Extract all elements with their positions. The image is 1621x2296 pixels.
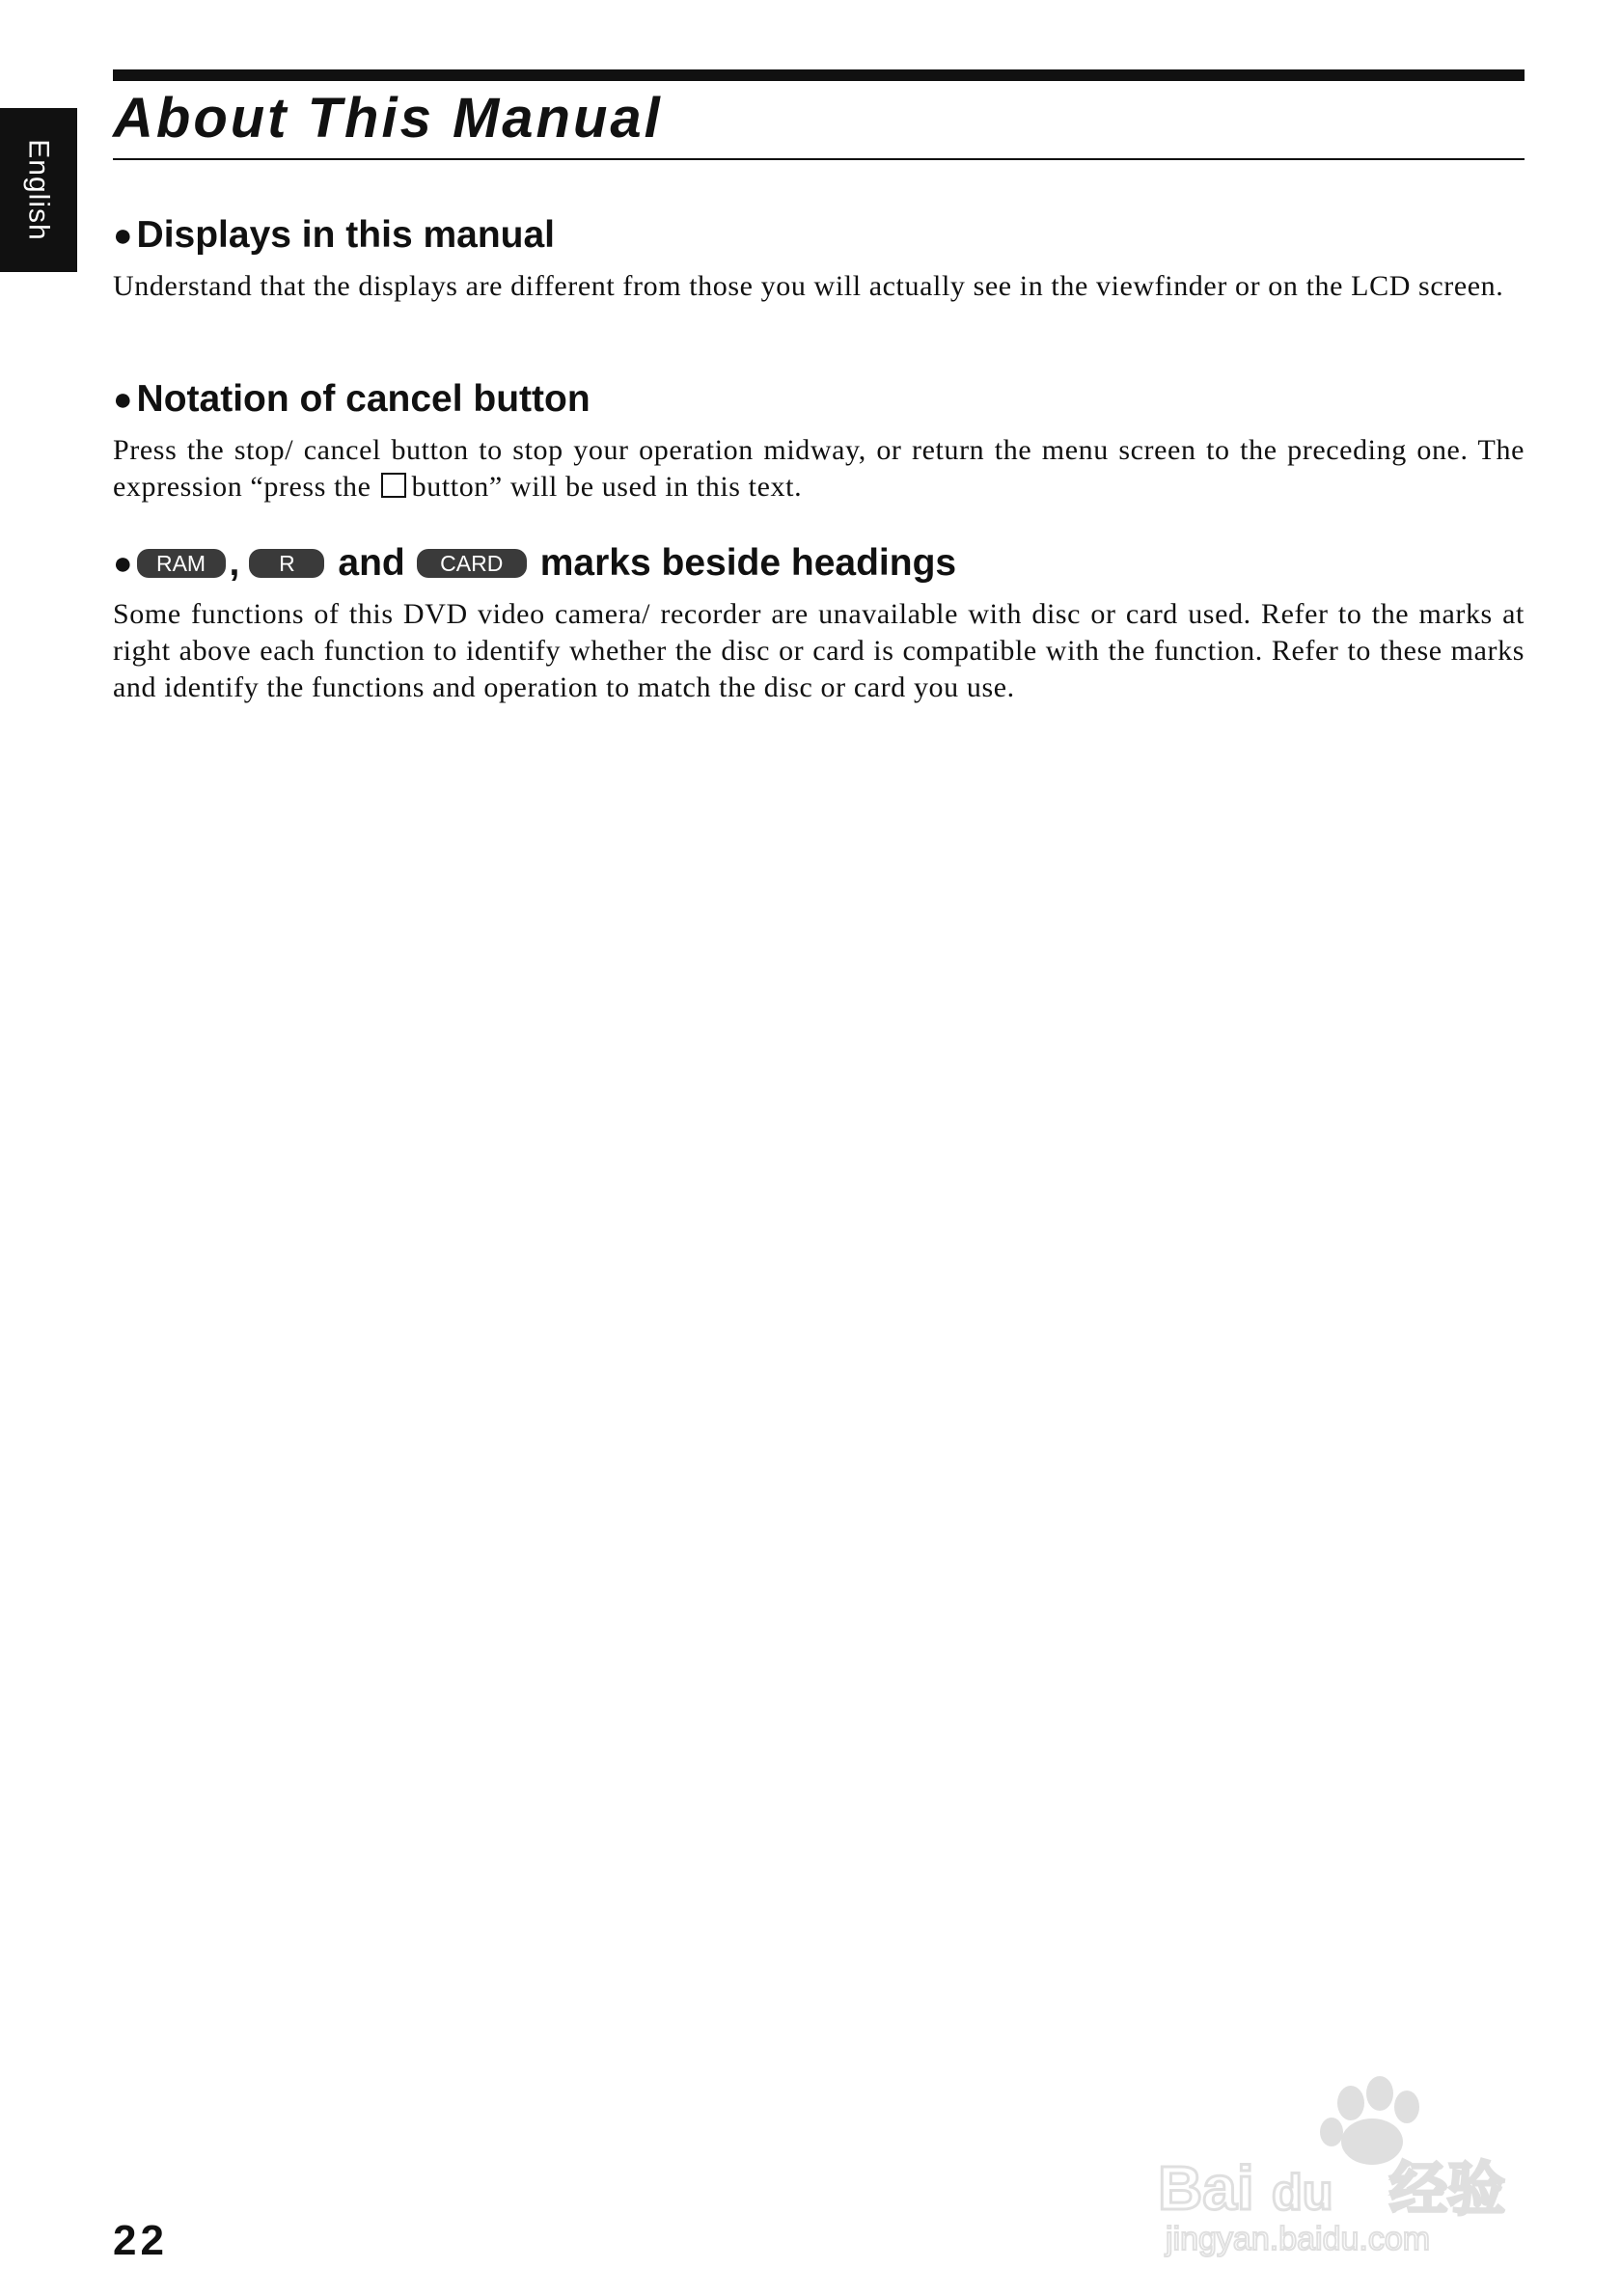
card-mark-badge: CARD	[417, 549, 527, 578]
page-title: About This Manual	[113, 87, 663, 150]
section-heading-displays	[113, 210, 1525, 260]
section-body-cancel	[113, 432, 1525, 506]
section-heading-marks	[113, 538, 1525, 588]
bullet-icon: ●	[113, 381, 133, 418]
conjunction-text: and	[338, 542, 405, 584]
page-number: 22	[113, 2217, 168, 2264]
language-tab-label: English	[23, 139, 55, 241]
language-tab	[0, 108, 77, 272]
section-body-displays: Understand that the displays are different from those you will actually see in the viewfinder or on the LCD screen.	[113, 270, 1504, 302]
watermark-url: jingyan.baidu.com	[1166, 2221, 1431, 2257]
stop-square-icon	[381, 473, 406, 498]
baidu-watermark-logo	[1148, 2064, 1553, 2257]
section-heading-cancel	[113, 374, 1525, 424]
body-text-after-icon: button” will be used in this text.	[411, 471, 803, 503]
watermark-brand-suffix: du	[1272, 2165, 1333, 2221]
section-marks	[113, 538, 1525, 706]
section-body-marks: Some functions of this DVD video camera/ recorder are unavailable with disc or card used. Refer to the marks at right above each function to identify whether the disc or card is compatible with the function. Refer to these marks and identify the functions and operation to match the disc or card you use.	[113, 598, 1525, 703]
heading-text: Notation of cancel button	[136, 378, 591, 420]
top-rule	[113, 69, 1525, 81]
watermark-brand: Bai	[1158, 2153, 1254, 2223]
title-rule	[113, 158, 1525, 160]
section-displays	[113, 210, 1525, 305]
bullet-icon: ●	[113, 217, 133, 254]
watermark-chinese: 经验	[1389, 2156, 1505, 2224]
heading-text: Displays in this manual	[136, 214, 556, 256]
bullet-icon: ●	[113, 545, 133, 582]
ram-mark-badge: RAM	[137, 549, 226, 578]
body-text-before-icon: Press the stop/ cancel button to stop your operation midway, or return the menu screen to the preceding one. The expression “press the	[113, 434, 1525, 503]
heading-text: marks beside headings	[539, 542, 957, 584]
separator-comma: ,	[229, 542, 240, 584]
section-cancel-button	[113, 374, 1525, 506]
r-mark-badge: R	[249, 549, 324, 578]
